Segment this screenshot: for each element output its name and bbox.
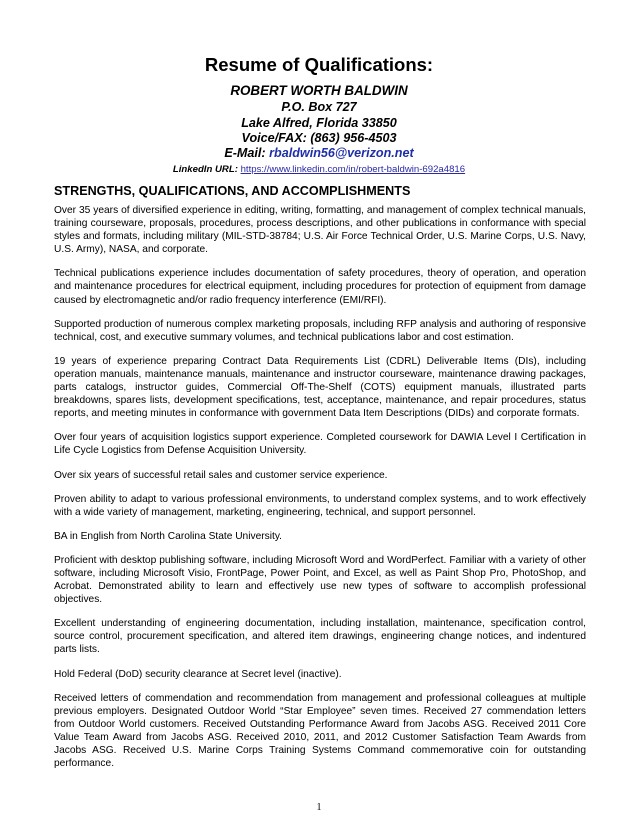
resume-title: Resume of Qualifications: xyxy=(204,54,434,75)
email-label: E-Mail: xyxy=(224,146,270,160)
paragraph: Over six years of successful retail sales and customer service experience. xyxy=(54,469,388,481)
paragraph: Proficient with desktop publishing software, including Microsoft Word and WordPerfect. Familiar with a variety of other software, including Microsoft Visio, FrontPage, Power Point, and Excel, as well as Paint Shop Pro, PhotoShop, and Acrobat. Demonstrated ability to learn and effectively use new types of software to accomplish professional objectives. xyxy=(54,554,586,606)
paragraph: Excellent understanding of engineering documentation, including installation, maintenance, specification control, source control, procurement specification, and altered item drawings, engineering change notices, and indentured parts lists. xyxy=(54,618,586,656)
city-state-zip: Lake Alfred, Florida 33850 xyxy=(241,116,397,130)
paragraph: Proven ability to adapt to various professional environments, to understand complex systems, and to work effectively with a wide variety of management, marketing, engineering, technical, and support personnel. xyxy=(54,493,586,518)
paragraph: Received letters of commendation and recommendation from management and professional colleagues at multiple previous employers. Designated Outdoor World “Star Employee” seven times. Received 27 commendation letters from Outdoor World customers. Received Outstanding Performance Award from Jacobs ASG. Received 2011 Core Value Team Award from Jacobs ASG. Received 2010, 2011, and 2012 Customer Satisfaction Team Awards from Jacobs ASG. Received U.S. Marine Corps Training Systems Command commemorative coin for outstanding performance. xyxy=(54,692,586,770)
qualifications-body xyxy=(54,204,586,781)
po-box: P.O. Box 727 xyxy=(281,100,357,114)
paragraph: Over 35 years of diversified experience in editing, writing, formatting, and management of complex technical manuals, training courseware, proposals, procedures, process descriptions, and other publications in conformance with special styles and formats, including military (MIL-STD-38784; U.S. Air Force Technical Order, U.S. Marine Corps, U.S. Navy, U.S. Army), NASA, and corporate. xyxy=(54,205,586,256)
linkedin-label: LinkedIn URL: xyxy=(172,164,238,175)
paragraph: Hold Federal (DoD) security clearance at Secret level (inactive). xyxy=(54,668,342,680)
email-line xyxy=(0,146,638,160)
paragraph: 19 years of experience preparing Contract Data Requirements List (CDRL) Deliverable Items (DIs), including operation manuals, maintenance manuals, maintenance and instructor courseware, maintenance drawing packages, parts catalogs, instructor guides, Commercial Off-The-Shelf (COTS) equipment manuals, illustrated parts breakdowns, spares lists, development specifications, test, acceptance, maintenance, and repair procedures, status reports, and meeting minutes in conformance with government Data Item Descriptions (DIDs) and corporate formats. xyxy=(54,355,586,420)
linkedin-link[interactable]: https://www.linkedin.com/in/robert-baldwin-692a4816 xyxy=(240,164,466,175)
email-address[interactable]: rbaldwin56@verizon.net xyxy=(269,146,414,160)
section-heading: STRENGTHS, QUALIFICATIONS, AND ACCOMPLISHMENTS xyxy=(54,184,411,198)
paragraph: Supported production of numerous complex marketing proposals, including RFP analysis and authoring of responsive technical, cost, and executive summary volumes, and technical publications labor and cost estimation. xyxy=(54,318,586,343)
page-number: 1 xyxy=(316,802,322,813)
paragraph: Technical publications experience includes documentation of safety procedures, theory of operation, and operation and maintenance procedures for electrical equipment, including procedures for protection of equipment from damage caused by electromagnetic and/or radio frequency interference (EMI/RFI). xyxy=(54,268,586,306)
paragraph: BA in English from North Carolina State University. xyxy=(54,530,282,542)
linkedin-line xyxy=(0,164,638,175)
voice-fax: Voice/FAX: (863) 956-4503 xyxy=(241,131,397,145)
paragraph: Over four years of acquisition logistics support experience. Completed coursework for DAWIA Level I Certification in Life Cycle Logistics from Defense Acquisition University. xyxy=(54,432,586,457)
candidate-name: ROBERT WORTH BALDWIN xyxy=(230,83,408,98)
